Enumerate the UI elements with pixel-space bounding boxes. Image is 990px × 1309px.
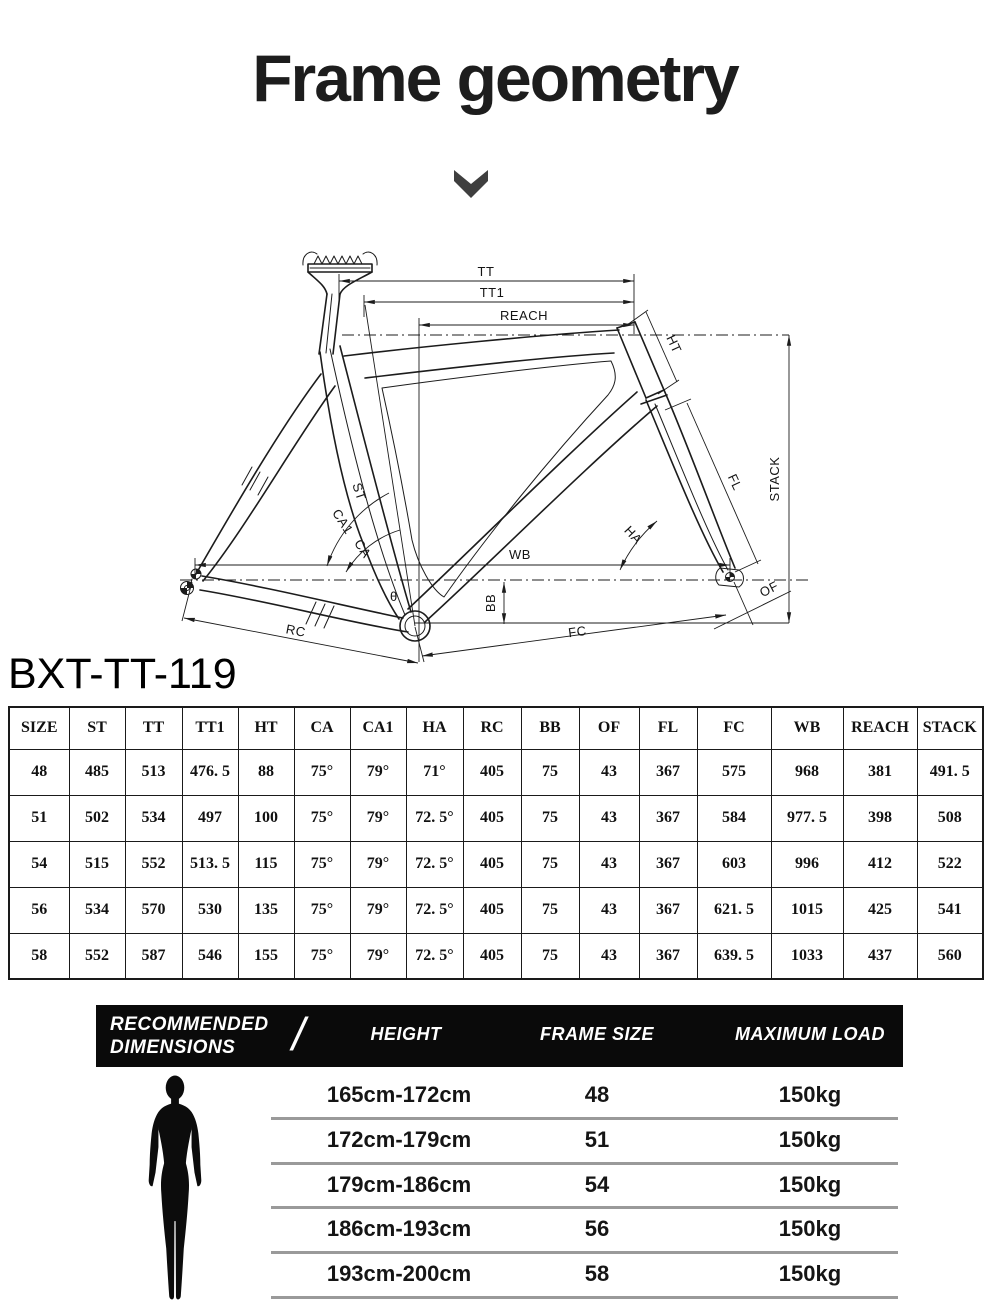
height-range: 186cm-193cm xyxy=(326,1216,472,1242)
column-header-maximum-load: MAXIMUM LOAD xyxy=(735,1024,885,1044)
col-header: STACK xyxy=(917,707,983,749)
col-header: TT xyxy=(125,707,182,749)
page-title: Frame geometry xyxy=(252,41,738,115)
max-load: 150kg xyxy=(778,1261,842,1287)
recommended-title-line2: DIMENSIONS xyxy=(110,1037,236,1058)
cell: 75° xyxy=(294,933,350,979)
chevron-down-icon xyxy=(452,168,490,202)
cell: 43 xyxy=(579,795,639,841)
dim-label-fc: FC xyxy=(567,622,588,641)
cell: 367 xyxy=(639,933,697,979)
cell: 513. 5 xyxy=(182,841,238,887)
cell: 72. 5° xyxy=(406,933,463,979)
cell: 541 xyxy=(917,887,983,933)
column-header-height: HEIGHT xyxy=(370,1024,442,1044)
col-header: FL xyxy=(639,707,697,749)
cell: 405 xyxy=(463,841,521,887)
cell: 552 xyxy=(69,933,125,979)
cell: 58 xyxy=(9,933,69,979)
cell: 75 xyxy=(521,749,579,795)
cell: 79° xyxy=(350,749,406,795)
cell: 72. 5° xyxy=(406,841,463,887)
cell: 502 xyxy=(69,795,125,841)
cell: 534 xyxy=(69,887,125,933)
table-row xyxy=(9,887,983,933)
cell: 48 xyxy=(9,749,69,795)
recommended-dimensions-header-bar xyxy=(96,1005,903,1067)
cell: 75 xyxy=(521,887,579,933)
cell: 515 xyxy=(69,841,125,887)
frame-size: 54 xyxy=(584,1171,610,1197)
col-header: CA xyxy=(294,707,350,749)
col-header: OF xyxy=(579,707,639,749)
height-range: 165cm-172cm xyxy=(326,1082,472,1107)
cell: 485 xyxy=(69,749,125,795)
cell: 79° xyxy=(350,841,406,887)
col-header: REACH xyxy=(843,707,917,749)
col-header: WB xyxy=(771,707,843,749)
dim-label-ca: CA xyxy=(351,536,375,561)
cell: 513 xyxy=(125,749,182,795)
col-header: HA xyxy=(406,707,463,749)
cell: 367 xyxy=(639,795,697,841)
dim-label-tt: TT xyxy=(477,264,495,279)
rear-triangle xyxy=(196,374,408,632)
frame-size: 56 xyxy=(584,1216,610,1242)
model-name: BXT-TT-119 xyxy=(8,650,237,698)
dim-label-reach: REACH xyxy=(499,308,549,323)
cell: 79° xyxy=(350,933,406,979)
max-load: 150kg xyxy=(778,1171,842,1197)
cell: 367 xyxy=(639,841,697,887)
recommended-title-line1: RECOMMENDED xyxy=(110,1014,269,1035)
dim-label-tt1: TT1 xyxy=(479,285,505,300)
cell: 75 xyxy=(521,841,579,887)
max-load: 150kg xyxy=(778,1082,842,1107)
height-range: 179cm-186cm xyxy=(326,1171,472,1197)
dim-label-ca1: CA1 xyxy=(329,506,357,537)
cell: 621. 5 xyxy=(697,887,771,933)
geometry-table-header-row xyxy=(9,707,983,749)
cell: 75° xyxy=(294,887,350,933)
dim-label-rc: RC xyxy=(284,621,307,640)
cell: 584 xyxy=(697,795,771,841)
cell: 79° xyxy=(350,795,406,841)
cell: 476. 5 xyxy=(182,749,238,795)
column-header-frame-size: FRAME SIZE xyxy=(539,1024,654,1044)
col-header: CA1 xyxy=(350,707,406,749)
height-range: 193cm-200cm xyxy=(326,1261,472,1287)
cell: 367 xyxy=(639,887,697,933)
cell: 405 xyxy=(463,795,521,841)
dim-label-wb: WB xyxy=(509,547,531,562)
cell: 405 xyxy=(463,749,521,795)
list-item xyxy=(271,1075,898,1120)
cell: 405 xyxy=(463,887,521,933)
cell: 367 xyxy=(639,749,697,795)
col-header: RC xyxy=(463,707,521,749)
dim-label-st: ST xyxy=(349,480,370,503)
cell: 43 xyxy=(579,887,639,933)
cell: 560 xyxy=(917,933,983,979)
dim-label-stack: STACK xyxy=(767,456,782,502)
dim-label-theta: θ xyxy=(390,589,398,604)
dimension-labels xyxy=(285,264,782,640)
list-item xyxy=(271,1120,898,1165)
recommended-rows xyxy=(271,1075,898,1299)
frame-size: 51 xyxy=(584,1126,610,1152)
height-range: 172cm-179cm xyxy=(326,1126,472,1152)
frame-geometry-diagram xyxy=(168,225,824,665)
dim-label-ha: HA xyxy=(621,522,646,548)
cell: 405 xyxy=(463,933,521,979)
col-header: SIZE xyxy=(9,707,69,749)
seatpost-clamp xyxy=(303,252,377,272)
cell: 977. 5 xyxy=(771,795,843,841)
cell: 115 xyxy=(238,841,294,887)
dim-label-fl: FL xyxy=(724,471,746,493)
cell: 72. 5° xyxy=(406,795,463,841)
cell: 75° xyxy=(294,795,350,841)
cell: 1033 xyxy=(771,933,843,979)
cell: 534 xyxy=(125,795,182,841)
cell: 587 xyxy=(125,933,182,979)
cell: 425 xyxy=(843,887,917,933)
cell: 75° xyxy=(294,749,350,795)
table-row xyxy=(9,841,983,887)
cell: 508 xyxy=(917,795,983,841)
cell: 155 xyxy=(238,933,294,979)
cell: 43 xyxy=(579,749,639,795)
cell: 71° xyxy=(406,749,463,795)
dim-label-bb: BB xyxy=(483,593,498,613)
cell: 75 xyxy=(521,795,579,841)
cell: 412 xyxy=(843,841,917,887)
col-header: BB xyxy=(521,707,579,749)
cell: 530 xyxy=(182,887,238,933)
cell: 1015 xyxy=(771,887,843,933)
cell: 996 xyxy=(771,841,843,887)
recommended-dimensions-title xyxy=(110,1013,269,1059)
cell: 54 xyxy=(9,841,69,887)
cell: 398 xyxy=(843,795,917,841)
cell: 381 xyxy=(843,749,917,795)
rear-dropout xyxy=(181,569,202,595)
cell: 75° xyxy=(294,841,350,887)
cell: 639. 5 xyxy=(697,933,771,979)
cell: 570 xyxy=(125,887,182,933)
dim-label-ht: HT xyxy=(663,332,685,356)
cell: 88 xyxy=(238,749,294,795)
max-load: 150kg xyxy=(778,1216,842,1242)
cell: 546 xyxy=(182,933,238,979)
max-load: 150kg xyxy=(778,1126,842,1152)
dim-label-of: OF xyxy=(757,577,781,601)
cell: 575 xyxy=(697,749,771,795)
cell: 522 xyxy=(917,841,983,887)
list-item xyxy=(271,1165,898,1210)
cell: 603 xyxy=(697,841,771,887)
cell: 79° xyxy=(350,887,406,933)
cell: 491. 5 xyxy=(917,749,983,795)
col-header: FC xyxy=(697,707,771,749)
cell: 56 xyxy=(9,887,69,933)
list-item xyxy=(271,1254,898,1299)
table-row xyxy=(9,749,983,795)
list-item xyxy=(271,1209,898,1254)
cell: 43 xyxy=(579,841,639,887)
fork xyxy=(641,390,735,572)
cell: 497 xyxy=(182,795,238,841)
col-header: ST xyxy=(69,707,125,749)
cell: 75 xyxy=(521,933,579,979)
slash-separator: / xyxy=(292,1008,305,1060)
cell: 51 xyxy=(9,795,69,841)
cell: 72. 5° xyxy=(406,887,463,933)
frame-outline xyxy=(320,322,664,622)
person-silhouette xyxy=(137,1072,213,1308)
col-header: HT xyxy=(238,707,294,749)
cell: 968 xyxy=(771,749,843,795)
table-row xyxy=(9,933,983,979)
cell: 100 xyxy=(238,795,294,841)
geometry-table xyxy=(8,706,984,980)
cell: 552 xyxy=(125,841,182,887)
frame-size: 48 xyxy=(584,1082,610,1107)
seatpost xyxy=(308,272,372,354)
cell: 437 xyxy=(843,933,917,979)
col-header: TT1 xyxy=(182,707,238,749)
table-row xyxy=(9,795,983,841)
frame-size: 58 xyxy=(584,1261,610,1287)
cell: 43 xyxy=(579,933,639,979)
cell: 135 xyxy=(238,887,294,933)
